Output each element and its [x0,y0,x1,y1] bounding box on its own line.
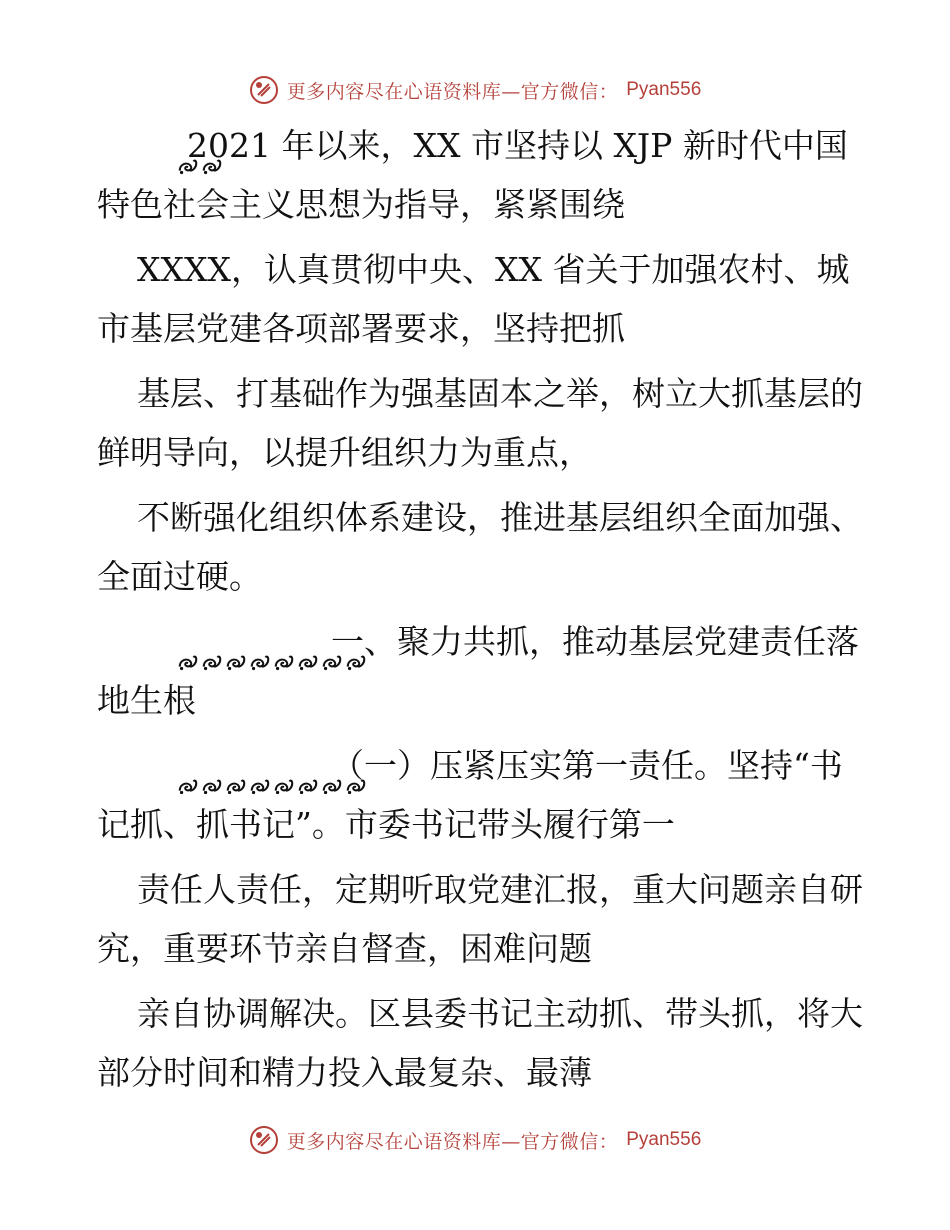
ornament-icon [161,137,183,159]
paragraph-text: 亲自协调解决。区县委书记主动抓、带头抓，将大部分时间和精力投入最复杂、最薄 [97,994,863,1092]
footer-text: 更多内容尽在心语资料库—官方微信： [286,1130,619,1153]
ornament-icon [161,757,183,779]
paragraph-text: 不断强化组织体系建设，推进基层组织全面加强、全面过硬。 [97,498,863,596]
paragraph [97,612,867,730]
ornament-icon [209,633,231,655]
ornament-row [137,137,183,159]
paragraph-text: 一、聚力共抓，推动基层党建责任落地生根 [97,622,859,720]
paragraph [97,488,867,606]
ornament-icon [137,757,159,779]
paragraph [97,860,867,978]
ornament-icon [233,757,255,779]
ornament-icon [305,757,327,779]
ornament-icon [281,633,303,655]
paragraph-text: 基层、打基础作为强基固本之举，树立大抓基层的鲜明导向，以提升组织力为重点， [97,374,863,472]
header-text: 更多内容尽在心语资料库—官方微信： [286,80,619,103]
ornament-icon [257,757,279,779]
ornament-icon [281,757,303,779]
brand-logo-icon [249,1125,279,1155]
ornament-row [137,633,327,655]
ornament-icon [233,633,255,655]
header-wechat-id: Pyan556 [626,79,702,100]
paragraph-text: （一）压紧压实第一责任。坚持“书记抓、抓书记”。市委书记带头履行第一 [97,746,843,844]
ornament-icon [185,633,207,655]
ornament-icon [305,633,327,655]
brand-logo-icon [249,75,279,105]
ornament-icon [185,757,207,779]
ornament-row [137,757,327,779]
document-body [97,116,867,1108]
paragraph [97,240,867,358]
page-footer-watermark [0,1120,950,1160]
ornament-icon [137,137,159,159]
ornament-icon [161,633,183,655]
paragraph [97,736,867,854]
paragraph-text: 责任人责任，定期听取党建汇报，重大问题亲自研究，重要环节亲自督查，困难问题 [97,870,863,968]
ornament-icon [137,633,159,655]
paragraph-text: 2021 年以来，XX 市坚持以 XJP 新时代中国特色社会主义思想为指导，紧紧围绕 [97,126,848,224]
ornament-icon [209,757,231,779]
paragraph [97,116,867,234]
ornament-icon [257,633,279,655]
paragraph-text: XXXX，认真贯彻中央、XX 省关于加强农村、城市基层党建各项部署要求，坚持把抓 [97,250,850,348]
paragraph [97,364,867,482]
page-header-watermark [0,70,950,110]
paragraph [97,984,867,1102]
footer-wechat-id: Pyan556 [626,1129,702,1150]
